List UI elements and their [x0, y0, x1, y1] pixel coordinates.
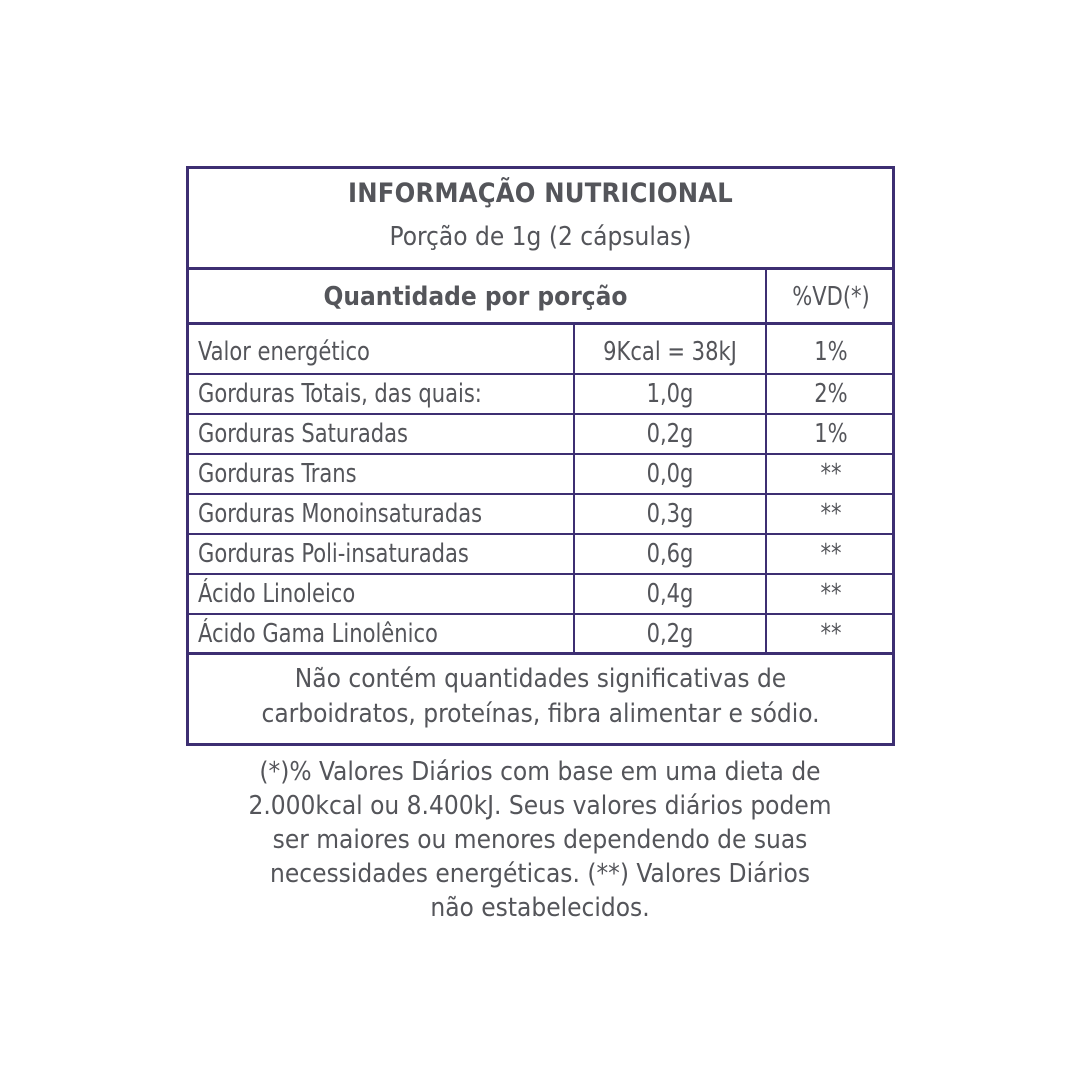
serving-size: Porção de 1g (2 cápsulas)	[389, 222, 692, 252]
table-note-line: Não contém quantidades significativas de	[294, 664, 787, 694]
row-dv: 2%	[814, 379, 848, 409]
footnote-line: necessidades energéticas. (**) Valores Diários	[269, 859, 811, 889]
row-dv: **	[820, 459, 842, 489]
row-name: Gorduras Saturadas	[198, 419, 408, 449]
divider-amount-column	[573, 322, 575, 655]
row-name: Ácido Gama Linolênico	[198, 619, 438, 649]
row-amount: 1,0g	[646, 379, 694, 409]
divider-columns	[186, 322, 895, 325]
row-dv: **	[820, 579, 842, 609]
row-amount: 0,2g	[646, 419, 694, 449]
row-dv: 1%	[814, 419, 848, 449]
footnote-line: não estabelecidos.	[430, 893, 650, 923]
row-name: Gorduras Trans	[198, 459, 357, 489]
row-name: Ácido Linoleico	[198, 579, 356, 609]
row-amount: 0,3g	[646, 499, 694, 529]
divider-header	[186, 267, 895, 270]
divider-row	[186, 493, 895, 495]
divider-note	[186, 652, 895, 655]
divider-row	[186, 533, 895, 535]
nutrition-table	[186, 166, 895, 746]
row-name: Valor energético	[198, 337, 370, 367]
footnote-line: 2.000kcal ou 8.400kJ. Seus valores diários podem	[248, 791, 832, 821]
row-dv: **	[820, 619, 842, 649]
row-name: Gorduras Totais, das quais:	[198, 379, 482, 409]
quantity-header: Quantidade por porção	[323, 282, 628, 312]
divider-row	[186, 453, 895, 455]
divider-row	[186, 613, 895, 615]
row-name: Gorduras Monoinsaturadas	[198, 499, 483, 529]
row-amount: 0,4g	[646, 579, 694, 609]
row-dv: **	[820, 499, 842, 529]
footnote-line: (*)% Valores Diários com base em uma dieta de	[259, 757, 821, 787]
footnote-line: ser maiores ou menores dependendo de suas	[272, 825, 808, 855]
row-dv: **	[820, 539, 842, 569]
row-amount: 0,0g	[646, 459, 694, 489]
divider-row	[186, 413, 895, 415]
row-amount: 9Kcal = 38kJ	[603, 337, 737, 367]
divider-row	[186, 573, 895, 575]
row-name: Gorduras Poli-insaturadas	[198, 539, 469, 569]
divider-dv-column	[765, 267, 767, 655]
row-dv: 1%	[814, 337, 848, 367]
row-amount: 0,2g	[646, 619, 694, 649]
divider-row	[186, 373, 895, 375]
table-title: INFORMAÇÃO NUTRICIONAL	[348, 178, 733, 209]
table-note-line: carboidratos, proteínas, fibra alimentar e sódio.	[261, 699, 820, 729]
row-amount: 0,6g	[646, 539, 694, 569]
dv-header: %VD(*)	[792, 282, 870, 312]
